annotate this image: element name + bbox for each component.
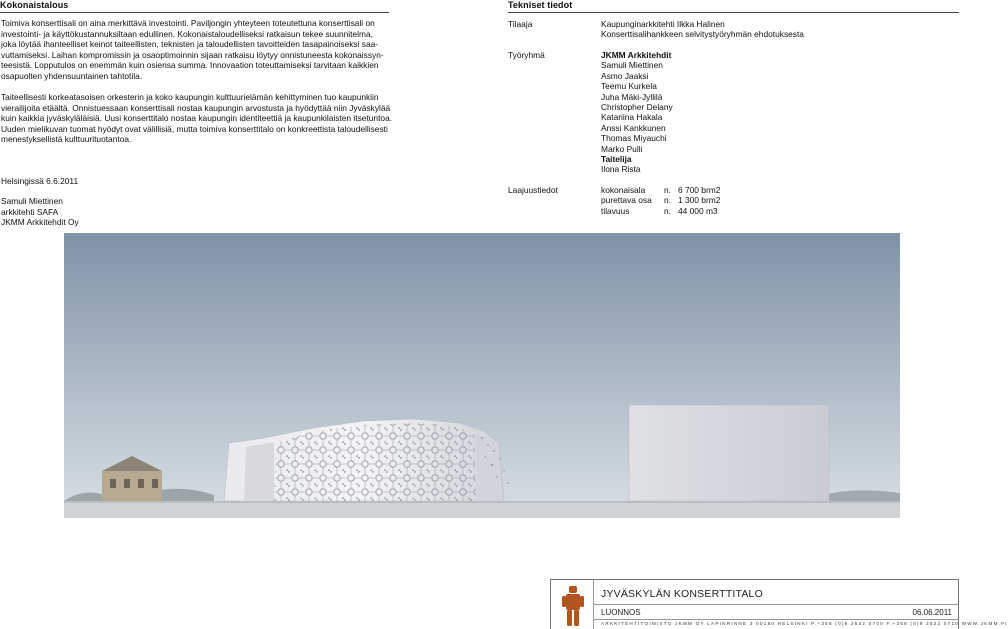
office-address: ARKKITEHTITOIMISTO JKMM OY LAPINRINNE 3 00180 HELSINKI P.+358 (0)9 2522 0700 F.+358 (0)9 2522 0710 WWW.JKMM.FI — [601, 621, 1008, 626]
area-line — [601, 185, 841, 195]
team-value — [601, 50, 841, 175]
area-name: purettava osa — [601, 195, 652, 206]
team-member: Christopher Delany — [601, 102, 673, 113]
area-value: 6 700 brm2 — [678, 185, 721, 195]
signature-company: JKMM Arkkitehdit Oy — [1, 217, 79, 228]
team-firm: JKMM Arkkitehdit — [601, 50, 672, 60]
economy-heading: Kokonaistalous — [0, 0, 389, 13]
box-building — [629, 405, 829, 501]
economy-paragraph-2: Taiteellisesti korkeatasoisen orkesterin ja koko kaupungin kulttuurielämän kehittyminen tuo kaupunkiin vierailijoita etäältä. Onnistuessaan konserttisali nostaa kaupungin arvostusta ja hyödyttää niin Jyväskylää kuin kaikkia jyväskyläläisiä. Uusi konserttitalo nostaa kaupungin identiteettiä ja kaupunkilaisten itsetuntoa. Uuden mielikuvan tuomat hyödyt ovat välillisiä, mutta toimiva konserttitalo on konkreettista taloudellisesti menestyksellistä kulttuurituotantoa. — [1, 92, 393, 145]
area-approx: n. — [664, 205, 671, 216]
team-member: Marko Pulli — [601, 143, 643, 154]
economy-paragraph-1: Toimiva konserttisali on aina merkittävä investointi. Paviljongin yhteyteen toteutettuna konserttisali on investointi- ja käyttökustannuksiltaan edullinen. Kokonaistaloudelliseksi ratkaisun tekee suunnitelma, joka löytää ihanteelliset keinot taiteellisten, teknisten ja taloudellisten tavoitteiden tasapainoiseksi saa- vuttamiseksi. Laihan kompromissin ja osaoptimoinnin sijaan ratkaisu löytyy onnistuneesta kokonaissyn- teesistä. Lopputulos on enemmän kuin osiensa summa. Innovaation toteuttamiseksi tarvitaan kaikkien osapuolten yhdensuuntainen tahtotila. — [1, 18, 384, 81]
artist-heading: Taitelija — [601, 154, 632, 165]
area-label: Laajuustiedot — [508, 185, 558, 195]
hall-side — [244, 442, 274, 501]
drawing-stage: LUONNOS — [601, 608, 641, 617]
signature-title: arkkitehti SAFA — [1, 206, 59, 217]
client-line: Konserttisalihankkeen selvitystyöryhmän ehdotuksesta — [601, 29, 804, 40]
client-label: Tilaaja — [508, 19, 533, 29]
area-name: kokonaisala — [601, 185, 646, 195]
team-member: Anssi Kankkunen — [601, 122, 666, 133]
area-line — [601, 206, 841, 216]
area-value: 1 300 brm2 — [678, 195, 721, 206]
technical-heading: Tekniset tiedot — [508, 0, 959, 13]
team-member: Asmo Jaaksi — [601, 70, 649, 81]
artist-name: Ilona Rista — [601, 164, 641, 175]
team-member: Juha Mäki-Jyllilä — [601, 91, 663, 102]
elevation-image — [64, 233, 900, 518]
signature-block — [1, 196, 79, 228]
team-member: Thomas Miyauchi — [601, 133, 667, 144]
area-values — [601, 185, 841, 216]
team-member: Teemu Kurkela — [601, 81, 657, 92]
area-approx: n. — [664, 185, 671, 195]
team-member: Katariina Hakala — [601, 112, 663, 123]
client-line: Kaupunginarkkitehti Ilkka Halinen — [601, 19, 725, 29]
client-value — [601, 19, 841, 40]
title-block — [550, 579, 1008, 629]
area-name: tilavuus — [601, 205, 630, 216]
project-title: JYVÄSKYLÄN KONSERTTITALO — [601, 588, 763, 600]
date-line: Helsingissä 6.6.2011 — [1, 176, 79, 186]
area-approx: n. — [664, 195, 671, 206]
lace-facade — [274, 423, 476, 501]
area-line — [601, 195, 841, 205]
elevation-rendering — [64, 233, 900, 518]
drawing-date: 06.06.2011 — [912, 608, 952, 617]
ground — [64, 501, 900, 518]
technical-table — [508, 19, 959, 219]
team-member: Samuli Miettinen — [601, 60, 663, 71]
logo-figure-icon — [561, 585, 585, 627]
area-value: 44 000 m3 — [678, 205, 718, 216]
team-label: Työryhmä — [508, 50, 545, 60]
signature-name: Samuli Miettinen — [1, 196, 63, 206]
technical-section — [508, 0, 959, 13]
economy-section — [0, 0, 389, 13]
